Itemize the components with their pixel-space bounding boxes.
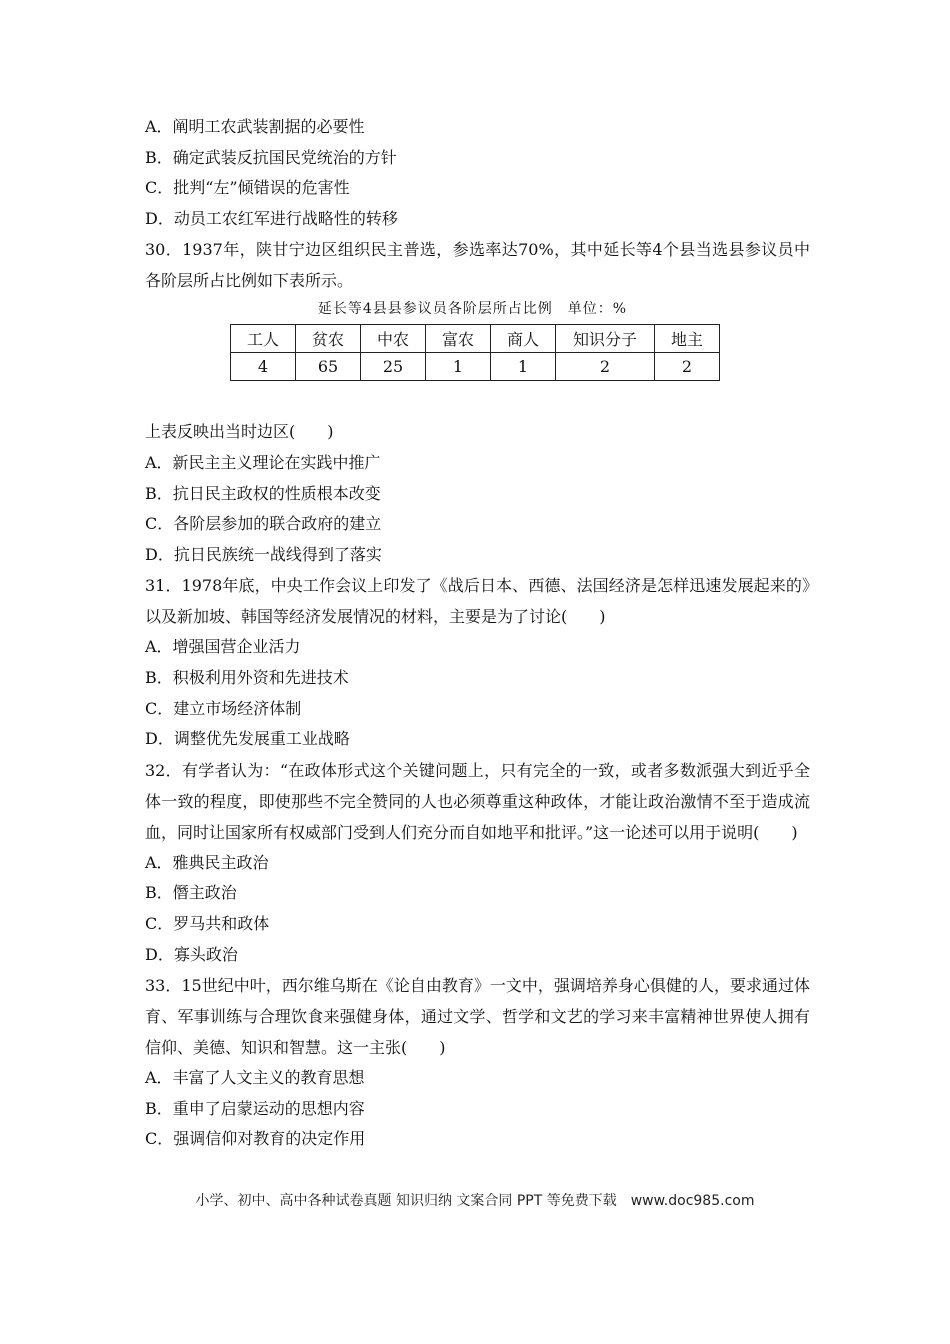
table-header-cell: 知识分子	[556, 325, 655, 353]
q30-option-c: C．各阶层参加的联合政府的建立	[145, 514, 382, 534]
q33-option-c: C．强调信仰对教育的决定作用	[145, 1129, 366, 1149]
exam-page	[145, 112, 810, 1155]
table-row	[231, 353, 720, 381]
q32-option-a: A．雅典民主政治	[145, 852, 269, 872]
q32-option-d: D．寡头政治	[145, 944, 238, 964]
q31-option-d: D．调整优先发展重工业战略	[145, 729, 350, 749]
q30-question: 上表反映出当时边区( )	[145, 422, 334, 442]
q33-option-b: B．重申了启蒙运动的思想内容	[145, 1098, 365, 1118]
table-cell: 1	[491, 353, 556, 381]
table-header-cell: 富农	[426, 325, 491, 353]
q32-option-c: C．罗马共和政体	[145, 913, 270, 933]
q29-option-c: C．批判“左”倾错误的危害性	[145, 178, 350, 198]
table-cell: 2	[556, 353, 655, 381]
table-header-cell: 工人	[231, 325, 296, 353]
table-header-row	[231, 325, 720, 353]
table-header-cell: 地主	[655, 325, 720, 353]
q31-option-a: A．增强国营企业活力	[145, 637, 301, 657]
q30-table-caption: 延长等4县县参议员各阶层所占比例 单位：%	[317, 301, 628, 318]
q29-option-a: A．阐明工农武装割据的必要性	[145, 117, 365, 136]
table-cell: 65	[296, 353, 361, 381]
table-cell: 2	[655, 353, 720, 381]
q33-stem: 33．15世纪中叶，西尔维乌斯在《论自由教育》一文中，强调培养身心俱健的人，要求通过体育、军事训练与合理饮食来强健身体，通过文学、哲学和文艺的学习来丰富精神世界使人拥有信仰、美德、知识和智慧。这一主张( )	[145, 976, 810, 1058]
q29-option-d: D．动员工农红军进行战略性的转移	[145, 208, 398, 228]
table-cell: 4	[231, 353, 296, 381]
q31-option-c: C．建立市场经济体制	[145, 698, 302, 718]
q31-stem: 31．1978年底，中央工作会议上印发了《战后日本、西德、法国经济是怎样迅速发展起来的》以及新加坡、韩国等经济发展情况的材料，主要是为了讨论( )	[145, 576, 810, 627]
q30-stem: 30．1937年，陕甘宁边区组织民主普选，参选率达70%，其中延长等4个县当选县参议员中各阶层所占比例如下表所示。	[145, 240, 810, 291]
q29-option-b: B．确定武装反抗国民党统治的方针	[145, 147, 397, 167]
q30-option-a: A．新民主主义理论在实践中推广	[145, 452, 381, 472]
q30-option-d: D．抗日民族统一战线得到了落实	[145, 544, 382, 564]
q32-stem: 32．有学者认为：“在政体形式这个关键问题上，只有完全的一致，或者多数派强大到近乎全体一致的程度，即使那些不完全赞同的人也必须尊重这种政体，才能让政治激情不至于造成流血，同时让国家所有权威部门受到人们充分而自如地平和批评。”这一论述可以用于说明( )	[145, 760, 810, 842]
q32-option-b: B．僭主政治	[145, 883, 237, 903]
page-footer: 小学、初中、高中各种试卷真题 知识归纳 文案合同 PPT 等免费下载 www.doc985.com	[195, 1193, 755, 1209]
q31-option-b: B．积极利用外资和先进技术	[145, 667, 349, 687]
q30-option-b: B．抗日民主政权的性质根本改变	[145, 483, 381, 503]
table-cell: 1	[426, 353, 491, 381]
table-cell: 25	[361, 353, 426, 381]
q30-table	[230, 324, 720, 381]
table-header-cell: 中农	[361, 325, 426, 353]
table-header-cell: 贫农	[296, 325, 361, 353]
table-header-cell: 商人	[491, 325, 556, 353]
q33-option-a: A．丰富了人文主义的教育思想	[145, 1068, 365, 1088]
